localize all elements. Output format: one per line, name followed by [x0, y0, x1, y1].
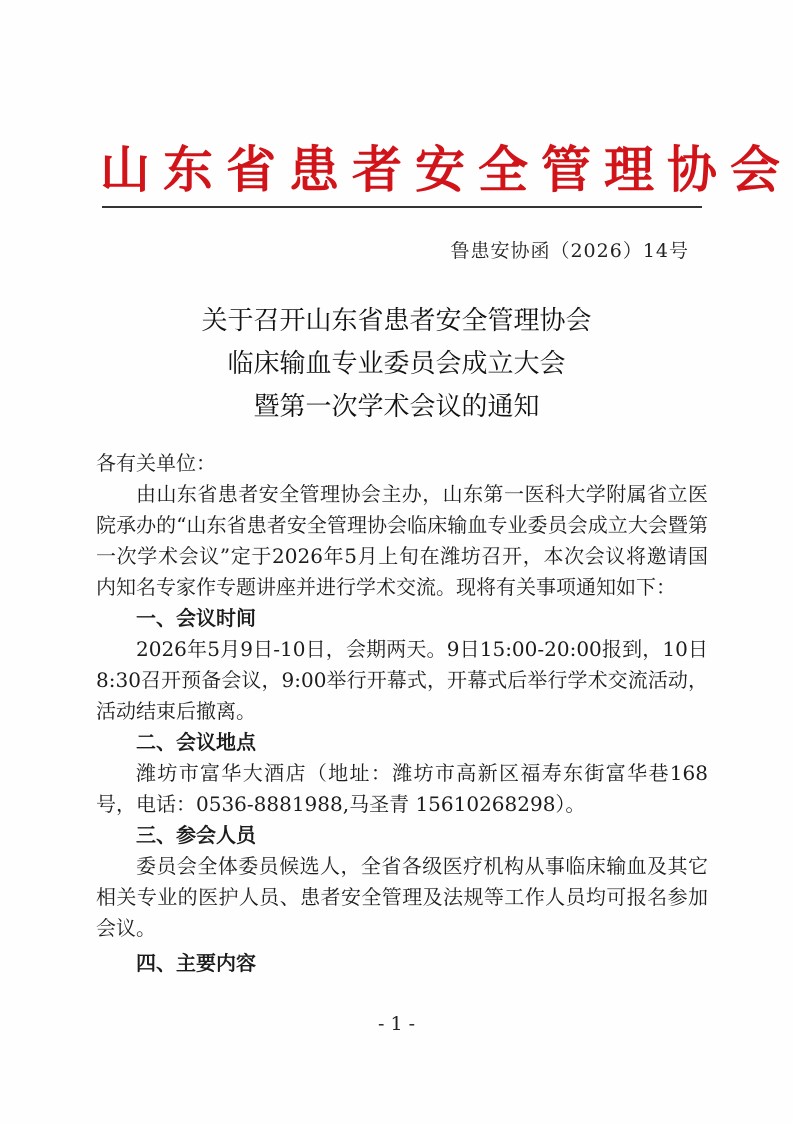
section-heading-time: 一、会议时间 — [136, 606, 256, 630]
notice-title-line: 关于召开山东省患者安全管理协会 — [201, 306, 592, 336]
document-number: 鲁患安协函（2026）14号 — [450, 240, 689, 262]
section-heading-location: 二、会议地点 — [136, 730, 256, 754]
letterhead-divider — [102, 206, 702, 208]
section-text-time: 2026年5月9日-10日，会期两天。9日15:00-20:00报到，10日8:30召开预备会议，9:00举行开幕式，开幕式后举行学术交流活动，活动结束后撤离。 — [96, 637, 708, 723]
section-text-attendees: 委员会全体委员候选人，全省各级医疗机构从事临床输血及其它相关专业的医护人员、患者安全管理及法规等工作人员均可报名参加会议。 — [96, 854, 708, 940]
section-heading-content: 四、主要内容 — [136, 951, 256, 975]
notice-title-line: 暨第一次学术会议的通知 — [253, 392, 540, 422]
notice-body — [96, 448, 708, 979]
intro-paragraph: 由山东省患者安全管理协会主办，山东第一医科大学附属省立医院承办的“山东省患者安全管理协会临床输血专业委员会成立大会暨第一次学术会议”定于2026年5月上旬在潍坊召开，本次会议将邀请国内知名专家作专题讲座并进行学术交流。现将有关事项通知如下： — [96, 482, 708, 599]
section-text-location: 潍坊市富华大酒店（地址：潍坊市高新区福寿东街富华巷168号，电话：0536-8881988,马圣青 15610268298）。 — [96, 761, 708, 816]
salutation: 各有关单位： — [96, 451, 216, 475]
notice-title-line: 临床输血专业委员会成立大会 — [227, 349, 566, 379]
page-number: - 1 - — [377, 1013, 415, 1035]
notice-title — [0, 300, 793, 429]
section-heading-attendees: 三、参会人员 — [136, 823, 256, 847]
letterhead-org-name: 山东省患者安全管理协会 — [100, 140, 793, 199]
